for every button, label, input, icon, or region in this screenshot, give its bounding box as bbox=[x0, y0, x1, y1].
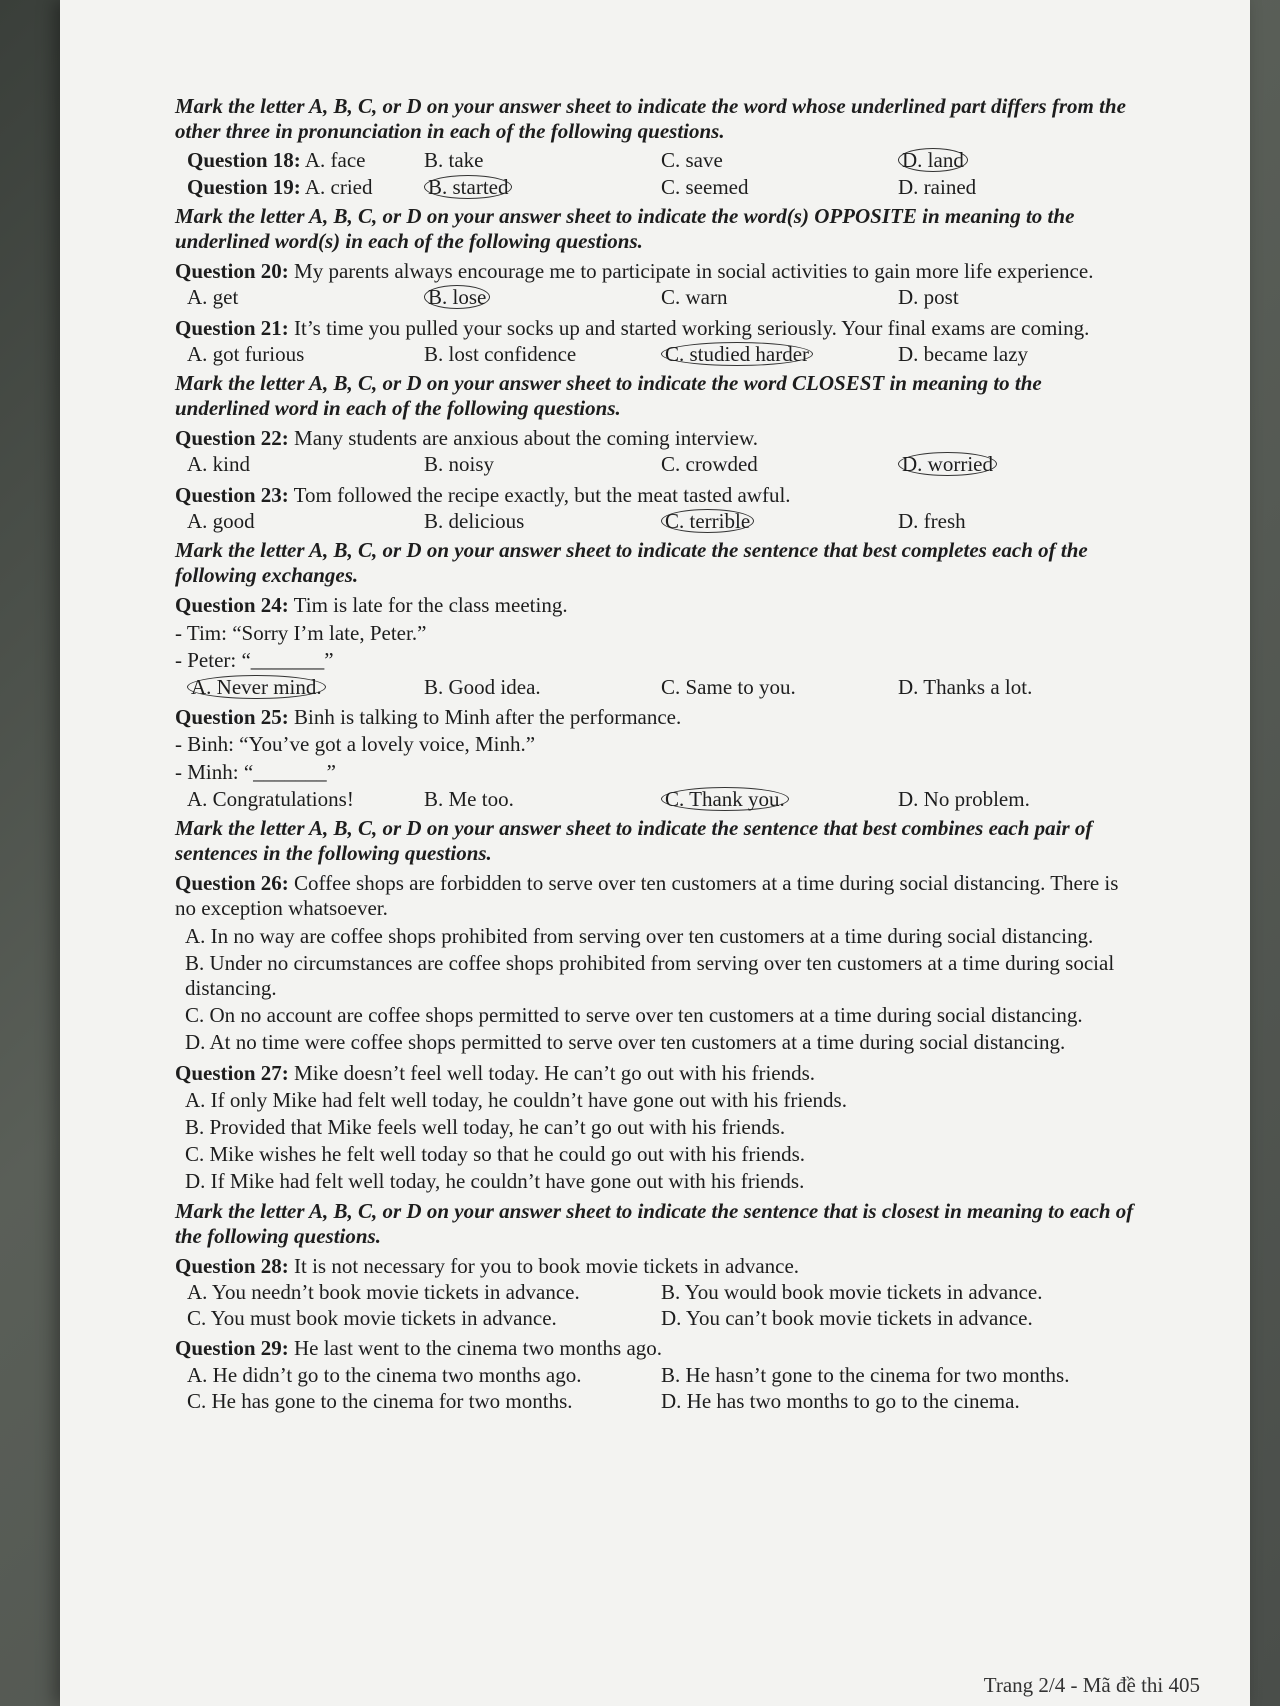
q26-option-a: A. In no way are coffee shops prohibited from serving over ten customers at a time during social distancing. bbox=[185, 923, 1094, 948]
q29-option-d: D. He has two months to go to the cinema. bbox=[661, 1388, 1020, 1413]
q25-stem: Binh is talking to Minh after the performance. bbox=[294, 705, 682, 730]
q26-stem: Coffee shops are forbidden to serve over ten customers at a time during social distancing. There is no exception whatsoever. bbox=[175, 871, 1119, 921]
q25-dialogue-2: - Minh: “_______” bbox=[175, 759, 336, 784]
q21-options bbox=[187, 342, 1135, 367]
q25-label: Question 25: bbox=[175, 705, 289, 730]
q28-label: Question 28: bbox=[175, 1253, 289, 1278]
page-footer: Trang 2/4 - Mã đề thi 405 bbox=[983, 1673, 1200, 1697]
instruction-opposite: Mark the letter A, B, C, or D on your answer sheet to indicate the word(s) OPPOSITE in meaning to the underlined word(s) in each of the following questions. bbox=[175, 203, 1075, 253]
q22-stem: Many students are anxious about the coming interview. bbox=[294, 426, 759, 451]
q29-option-a: A. He didn’t go to the cinema two months ago. bbox=[187, 1362, 582, 1387]
q29-options-row-2 bbox=[187, 1389, 1135, 1414]
q26-label: Question 26: bbox=[175, 871, 289, 896]
q21-option-b: B. lost confidence bbox=[424, 341, 577, 366]
q24-stem: Tim is late for the class meeting. bbox=[293, 593, 568, 618]
q20-option-b: B. lose bbox=[424, 285, 490, 309]
q22-label: Question 22: bbox=[175, 426, 289, 451]
q18-option-d: D. land bbox=[898, 148, 968, 172]
q20-stem: My parents always encourage me to participate in social activities to gain more life experience. bbox=[294, 259, 1094, 284]
q23-label: Question 23: bbox=[175, 482, 289, 507]
q28-option-c: C. You must book movie tickets in advance. bbox=[187, 1306, 557, 1331]
q23-options bbox=[187, 509, 1135, 534]
q29-option-b: B. He hasn’t gone to the cinema for two months. bbox=[661, 1362, 1070, 1387]
question-18 bbox=[187, 148, 1135, 173]
q23-option-b: B. delicious bbox=[424, 508, 525, 533]
q18-option-b: B. take bbox=[424, 148, 484, 173]
q19-option-a: A. cried bbox=[304, 174, 373, 199]
exam-page bbox=[175, 90, 1135, 1415]
q29-options-row-1 bbox=[187, 1363, 1135, 1388]
question-25 bbox=[175, 705, 1135, 730]
q24-option-b: B. Good idea. bbox=[424, 674, 541, 699]
q27-label: Question 27: bbox=[175, 1060, 289, 1085]
q27-stem: Mike doesn’t feel well today. He can’t go out with his friends. bbox=[294, 1060, 816, 1085]
q20-options bbox=[187, 285, 1135, 310]
q26-option-b: B. Under no circumstances are coffee shops prohibited from serving over ten customers at a time during social distancing. bbox=[185, 950, 1115, 1000]
q22-option-d: D. worried bbox=[898, 452, 997, 476]
instruction-closest-meaning: Mark the letter A, B, C, or D on your answer sheet to indicate the sentence that is closest in meaning to each of the following questions. bbox=[175, 1198, 1134, 1248]
question-29 bbox=[175, 1336, 1135, 1361]
question-26 bbox=[175, 871, 1135, 921]
q28-option-b: B. You would book movie tickets in advance. bbox=[661, 1280, 1043, 1305]
question-24 bbox=[175, 593, 1135, 618]
q21-stem: It’s time you pulled your socks up and started working seriously. Your final exams are coming. bbox=[294, 315, 1090, 340]
q19-option-b: B. started bbox=[424, 175, 512, 199]
q29-option-c: C. He has gone to the cinema for two months. bbox=[187, 1388, 573, 1413]
q24-option-a: A. Never mind. bbox=[187, 675, 326, 699]
q26-option-c: C. On no account are coffee shops permitted to serve over ten customers at a time during social distancing. bbox=[185, 1003, 1083, 1028]
q28-option-a: A. You needn’t book movie tickets in advance. bbox=[187, 1280, 580, 1305]
question-28 bbox=[175, 1254, 1135, 1279]
question-20 bbox=[175, 259, 1135, 284]
question-22 bbox=[175, 426, 1135, 451]
q22-option-a: A. kind bbox=[187, 452, 250, 477]
instruction-combines: Mark the letter A, B, C, or D on your answer sheet to indicate the sentence that best combines each pair of sentences in the following questions. bbox=[175, 815, 1093, 866]
q24-label: Question 24: bbox=[175, 593, 289, 618]
instruction-closest: Mark the letter A, B, C, or D on your answer sheet to indicate the word CLOSEST in meaning to the underlined word in each of the following questions. bbox=[175, 370, 1042, 421]
q23-stem: Tom followed the recipe exactly, but the meat tasted awful. bbox=[293, 482, 791, 507]
q20-label: Question 20: bbox=[175, 259, 289, 284]
q21-option-c: C. studied harder bbox=[661, 342, 813, 366]
q22-options bbox=[187, 452, 1135, 477]
q22-option-b: B. noisy bbox=[424, 452, 495, 477]
q21-option-a: A. got furious bbox=[187, 341, 305, 366]
q23-option-d: D. fresh bbox=[898, 508, 966, 533]
q20-option-d: D. post bbox=[898, 285, 959, 310]
q28-option-d: D. You can’t book movie tickets in advance. bbox=[661, 1306, 1033, 1331]
q25-dialogue-1: - Binh: “You’ve got a lovely voice, Minh.” bbox=[175, 732, 536, 757]
q29-label: Question 29: bbox=[175, 1336, 289, 1361]
q23-option-c: C. terrible bbox=[661, 509, 754, 533]
instruction-pronunciation: Mark the letter A, B, C, or D on your answer sheet to indicate the word whose underlined part differs from the other three in pronunciation in each of the following questions. bbox=[175, 94, 1126, 144]
question-27 bbox=[175, 1061, 1135, 1086]
q28-options-row-1 bbox=[187, 1280, 1135, 1305]
q24-dialogue-2: - Peter: “_______” bbox=[175, 647, 334, 672]
q27-option-b: B. Provided that Mike feels well today, he can’t go out with his friends. bbox=[185, 1114, 786, 1139]
q28-options-row-2 bbox=[187, 1306, 1135, 1331]
q24-option-c: C. Same to you. bbox=[661, 674, 796, 699]
q27-option-c: C. Mike wishes he felt well today so that he could go out with his friends. bbox=[185, 1142, 805, 1167]
q18-label: Question 18: bbox=[187, 148, 301, 173]
q28-stem: It is not necessary for you to book movie tickets in advance. bbox=[294, 1253, 800, 1278]
q19-option-c: C. seemed bbox=[661, 174, 749, 199]
q22-option-c: C. crowded bbox=[661, 452, 758, 477]
question-19 bbox=[187, 175, 1135, 200]
q26-option-d: D. At no time were coffee shops permitted to serve over ten customers at a time during social distancing. bbox=[185, 1030, 1066, 1055]
instruction-exchanges: Mark the letter A, B, C, or D on your answer sheet to indicate the sentence that best completes each of the following exchanges. bbox=[175, 538, 1088, 588]
q27-option-d: D. If Mike had felt well today, he couldn’t have gone out with his friends. bbox=[185, 1169, 805, 1194]
question-21 bbox=[175, 316, 1135, 341]
q29-stem: He last went to the cinema two months ago. bbox=[294, 1336, 663, 1361]
q25-option-c: C. Thank you. bbox=[661, 787, 789, 811]
q24-dialogue-1: - Tim: “Sorry I’m late, Peter.” bbox=[175, 620, 427, 645]
q20-option-c: C. warn bbox=[661, 285, 728, 310]
q18-option-c: C. save bbox=[661, 148, 723, 173]
question-23 bbox=[175, 483, 1135, 508]
q27-option-a: A. If only Mike had felt well today, he couldn’t have gone out with his friends. bbox=[185, 1087, 847, 1112]
q25-options bbox=[187, 787, 1135, 812]
q23-option-a: A. good bbox=[187, 508, 255, 533]
q24-option-d: D. Thanks a lot. bbox=[898, 674, 1033, 699]
q18-option-a: A. face bbox=[304, 148, 366, 173]
q20-option-a: A. get bbox=[187, 285, 239, 310]
q21-label: Question 21: bbox=[175, 315, 289, 340]
q21-option-d: D. became lazy bbox=[898, 341, 1029, 366]
q19-label: Question 19: bbox=[187, 174, 301, 199]
q25-option-b: B. Me too. bbox=[424, 786, 514, 811]
q25-option-d: D. No problem. bbox=[898, 786, 1030, 811]
q24-options bbox=[187, 675, 1135, 700]
q25-option-a: A. Congratulations! bbox=[187, 786, 354, 811]
q19-option-d: D. rained bbox=[898, 174, 977, 199]
